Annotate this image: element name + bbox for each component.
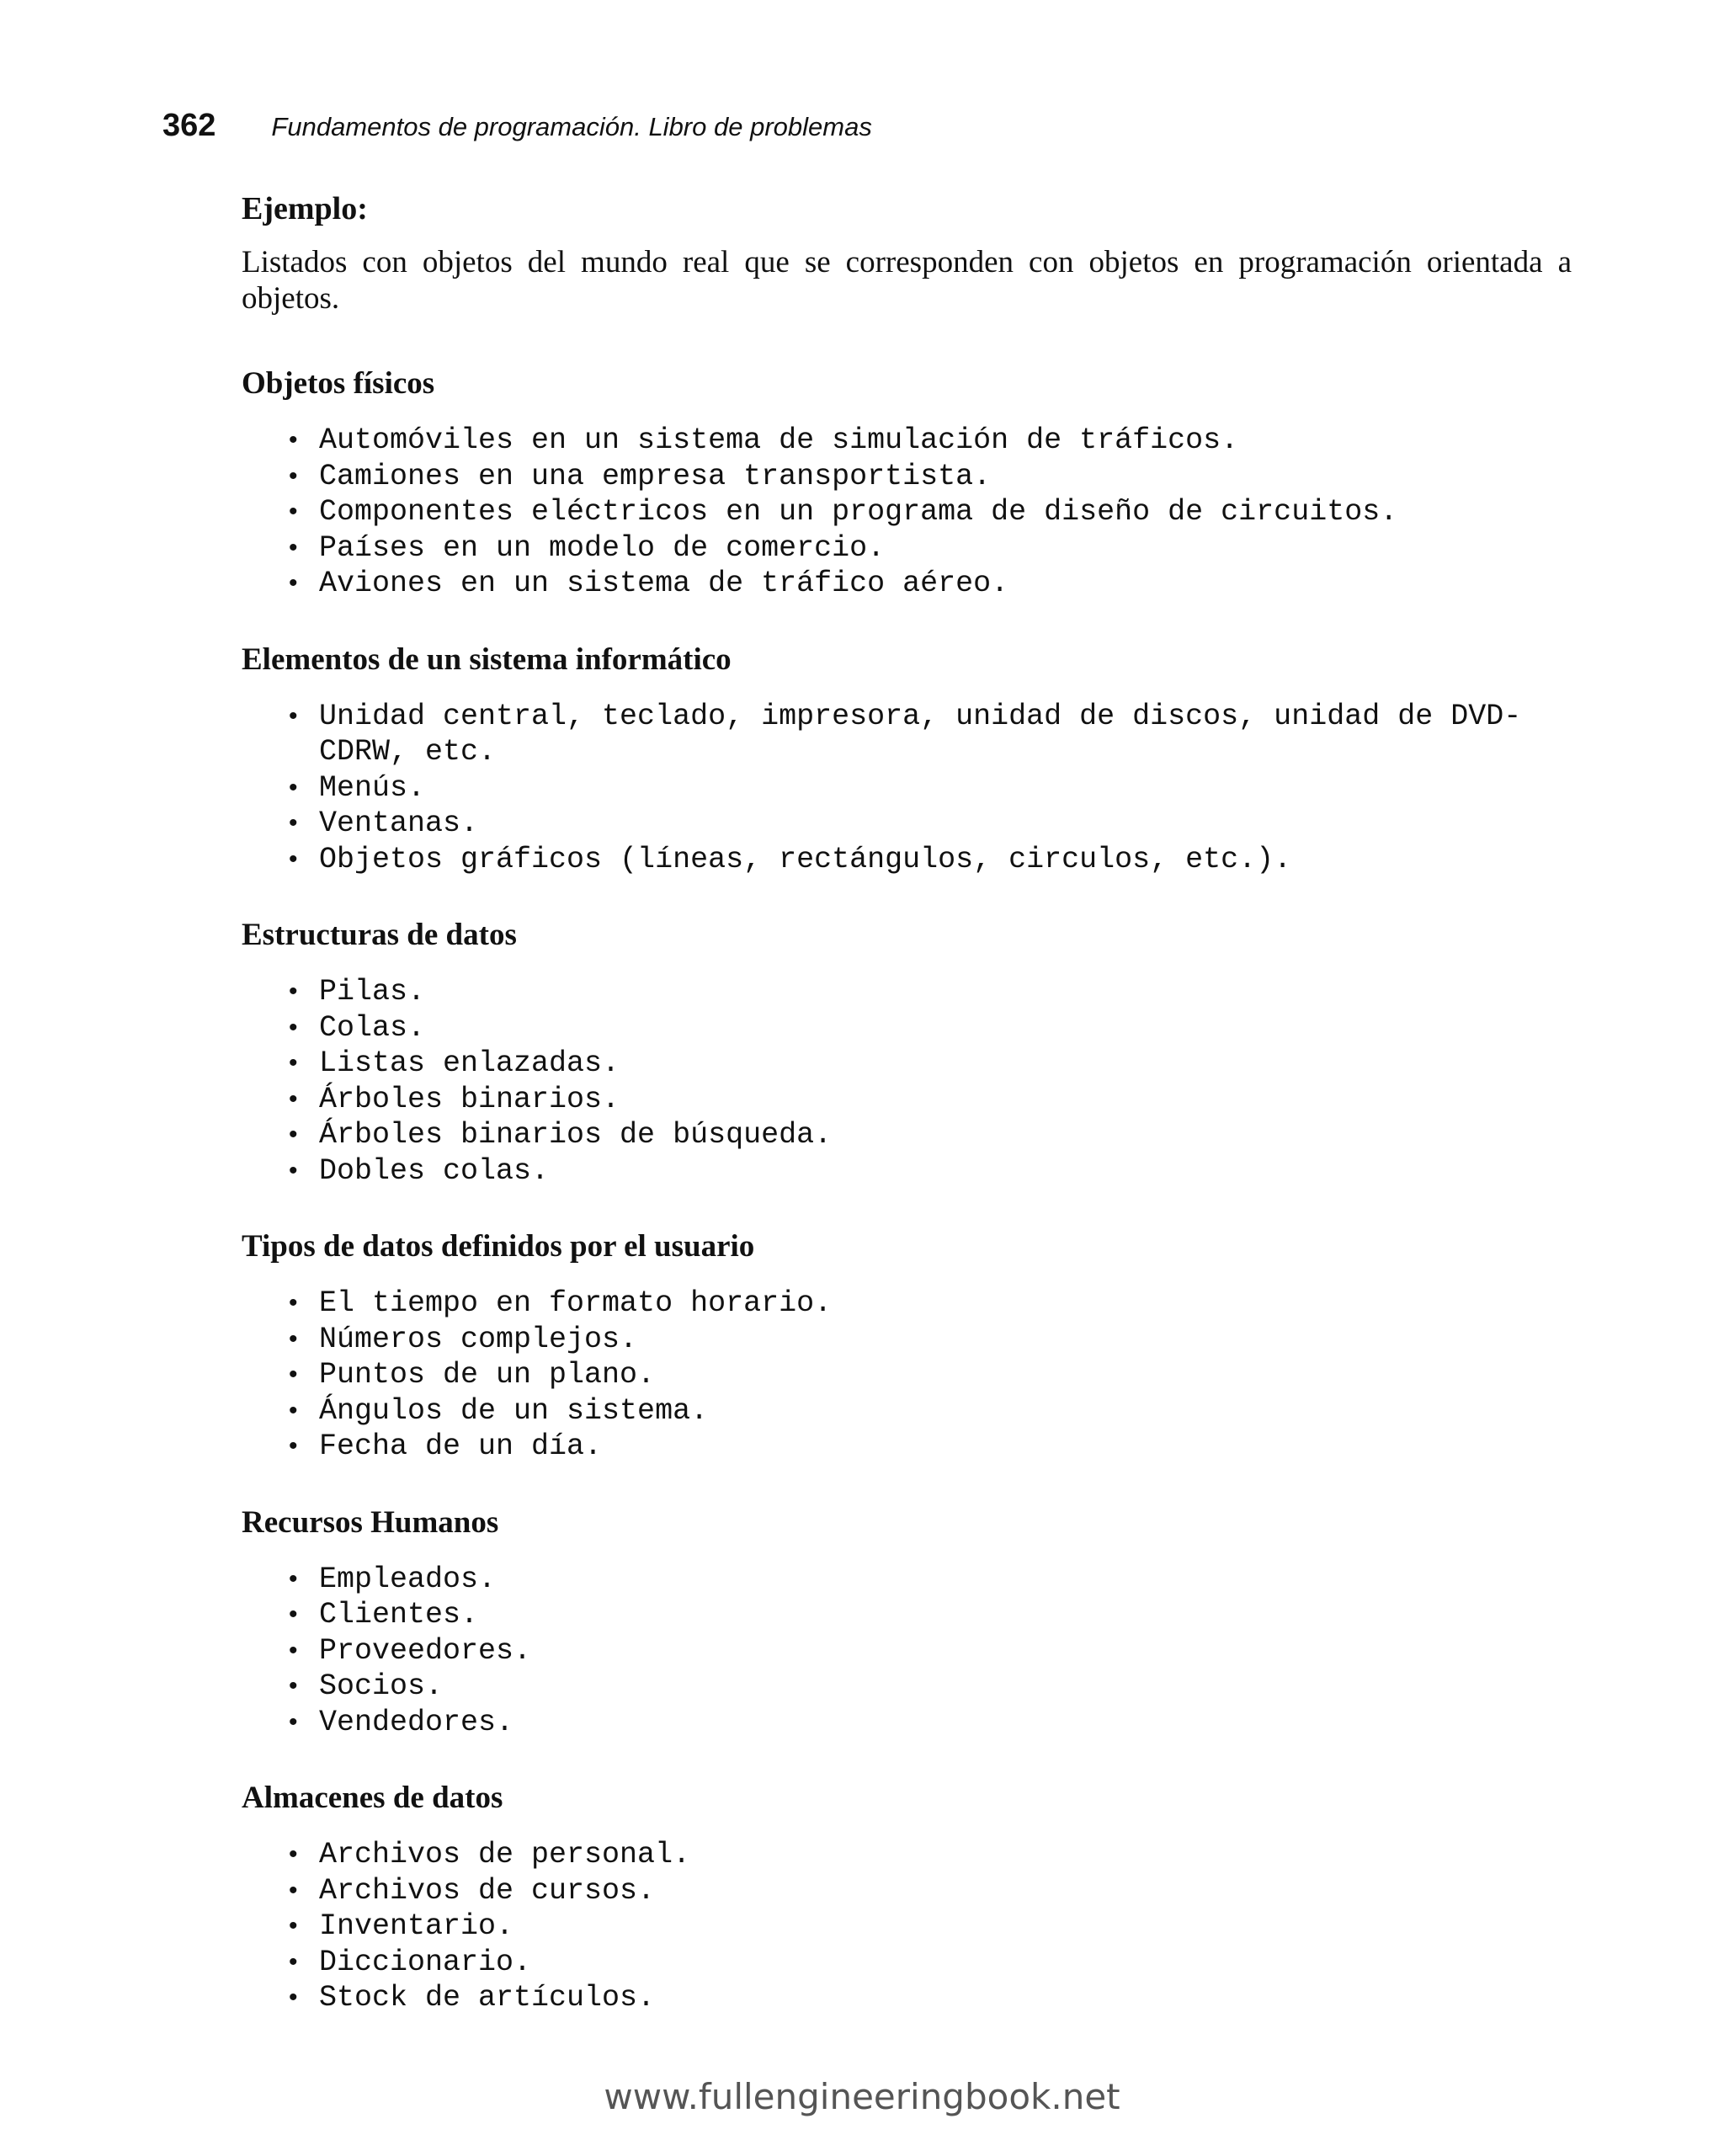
list-item <box>289 1837 1572 1873</box>
section-recursos-humanos <box>242 1504 1572 1741</box>
bullet-icon: • <box>289 1636 298 1664</box>
list-item <box>289 494 1572 530</box>
bullet-icon: • <box>289 1084 298 1113</box>
list-item-text: Árboles binarios de búsqueda. <box>319 1118 833 1152</box>
bullet-icon: • <box>289 809 298 837</box>
list-item-text: Ventanas. <box>319 807 479 840</box>
section-title: Objetos físicos <box>242 366 435 401</box>
list-item <box>289 1429 1572 1465</box>
bullet-icon: • <box>289 1156 298 1184</box>
list-item-text: El tiempo en formato horario. <box>319 1286 833 1320</box>
bullet-icon: • <box>289 1672 298 1700</box>
list-item-text: Inventario. <box>319 1909 514 1943</box>
bullet-icon: • <box>289 773 298 801</box>
page-number: 362 <box>162 108 216 143</box>
bullet-icon: • <box>289 1707 298 1736</box>
list-item-text: Dobles colas. <box>319 1153 550 1188</box>
bullet-list <box>242 1562 1572 1741</box>
list-item-text: Objetos gráficos (líneas, rectángulos, circulos, etc.). <box>319 842 1292 876</box>
section-estructuras-datos <box>242 917 1572 1189</box>
bullet-icon: • <box>289 1289 298 1317</box>
list-item <box>289 1357 1572 1393</box>
section-title: Almacenes de datos <box>242 1781 503 1815</box>
list-item-text: Aviones en un sistema de tráfico aéreo. <box>319 567 1009 600</box>
list-item <box>289 974 1572 1010</box>
list-item-text: Archivos de cursos. <box>319 1873 656 1908</box>
list-item <box>289 530 1572 567</box>
bullet-list <box>242 699 1572 878</box>
list-item <box>289 1046 1572 1082</box>
bullet-list <box>242 423 1572 602</box>
list-item-text: Archivos de personal. <box>319 1838 691 1871</box>
section-tipos-datos-usuario <box>242 1228 1572 1465</box>
bullet-list <box>242 1286 1572 1465</box>
section-title: Tipos de datos definidos por el usuario <box>242 1229 755 1264</box>
list-item-text: Componentes eléctricos en un programa de diseño de circuitos. <box>319 495 1398 529</box>
bullet-icon: • <box>289 1912 298 1940</box>
list-item-text: Proveedores. <box>319 1633 532 1668</box>
bullet-icon: • <box>289 426 298 454</box>
list-item-text: Ángulos de un sistema. <box>319 1393 709 1428</box>
bullet-icon: • <box>289 1049 298 1077</box>
list-item <box>289 1286 1572 1322</box>
list-item-text: Socios. <box>319 1669 444 1703</box>
list-item <box>289 1010 1572 1046</box>
list-item-text: Empleados. <box>319 1562 497 1596</box>
list-item <box>289 842 1572 878</box>
running-title: Fundamentos de programación. Libro de problemas <box>271 112 872 141</box>
list-item-text: Pilas. <box>319 975 426 1009</box>
list-item <box>289 566 1572 602</box>
list-item-text: Diccionario. <box>319 1945 532 1979</box>
section-objetos-fisicos <box>242 365 1572 602</box>
list-item <box>289 423 1572 459</box>
list-item <box>289 1873 1572 1909</box>
section-title: Recursos Humanos <box>242 1504 499 1540</box>
list-item-text: Puntos de un plano. <box>319 1358 656 1392</box>
list-item-text: Automóviles en un sistema de simulación de tráficos. <box>319 423 1239 457</box>
bullet-icon: • <box>289 1983 298 2011</box>
list-item-text: Clientes. <box>319 1598 479 1632</box>
page-header <box>162 108 872 150</box>
page-content <box>242 190 1572 2056</box>
bullet-icon: • <box>289 1324 298 1353</box>
bullet-icon: • <box>289 1396 298 1424</box>
list-item-text: Unidad central, teclado, impresora, unidad de discos, unidad de DVD-CDRW, etc. <box>319 699 1522 769</box>
list-item <box>289 699 1572 770</box>
bullet-icon: • <box>289 701 298 730</box>
bullet-icon: • <box>289 1947 298 1976</box>
bullet-icon: • <box>289 977 298 1005</box>
list-item-text: Menús. <box>319 770 426 805</box>
list-item <box>289 1945 1572 1981</box>
bullet-icon: • <box>289 461 298 490</box>
list-item <box>289 459 1572 495</box>
list-item <box>289 1322 1572 1358</box>
list-item-text: Listas enlazadas. <box>319 1046 620 1080</box>
intro-paragraph: Listados con objetos del mundo real que se corresponden con objetos en programación orientada a objetos. <box>242 245 1572 316</box>
bullet-icon: • <box>289 1840 298 1868</box>
bullet-icon: • <box>289 1432 298 1460</box>
list-item <box>289 1908 1572 1945</box>
bullet-icon: • <box>289 1121 298 1148</box>
example-heading: Ejemplo: <box>242 191 368 226</box>
list-item-text: Colas. <box>319 1010 426 1045</box>
list-item <box>289 806 1572 842</box>
bullet-icon: • <box>289 1360 298 1388</box>
footer-watermark-url: www.fullengineeringbook.net <box>604 2076 1120 2117</box>
bullet-icon: • <box>289 844 298 873</box>
list-item-text: Países en un modelo de comercio. <box>319 530 886 565</box>
bullet-list <box>242 1837 1572 2016</box>
bullet-icon: • <box>289 1600 298 1628</box>
section-elementos-sistema-informatico <box>242 641 1572 878</box>
list-item <box>289 1393 1572 1429</box>
list-item <box>289 1117 1572 1153</box>
list-item-text: Números complejos. <box>319 1322 638 1356</box>
section-title: Estructuras de datos <box>242 918 517 952</box>
list-item <box>289 1153 1572 1190</box>
list-item <box>289 1082 1572 1118</box>
list-item-text: Stock de artículos. <box>319 1981 656 2015</box>
list-item <box>289 1980 1572 2016</box>
list-item <box>289 1669 1572 1705</box>
bullet-icon: • <box>289 498 298 525</box>
bullet-list <box>242 974 1572 1189</box>
section-almacenes-datos <box>242 1780 1572 2016</box>
section-title: Elementos de un sistema informático <box>242 641 732 677</box>
list-item <box>289 1705 1572 1741</box>
list-item <box>289 770 1572 807</box>
list-item-text: Vendedores. <box>319 1705 514 1739</box>
list-item-text: Fecha de un día. <box>319 1429 603 1463</box>
bullet-icon: • <box>289 1876 298 1904</box>
list-item <box>289 1597 1572 1633</box>
list-item <box>289 1562 1572 1598</box>
bullet-icon: • <box>289 569 298 597</box>
list-item-text: Camiones en una empresa transportista. <box>319 459 992 493</box>
list-item <box>289 1633 1572 1669</box>
bullet-icon: • <box>289 1013 298 1041</box>
bullet-icon: • <box>289 533 298 562</box>
list-item-text: Árboles binarios. <box>319 1082 620 1116</box>
bullet-icon: • <box>289 1564 298 1593</box>
